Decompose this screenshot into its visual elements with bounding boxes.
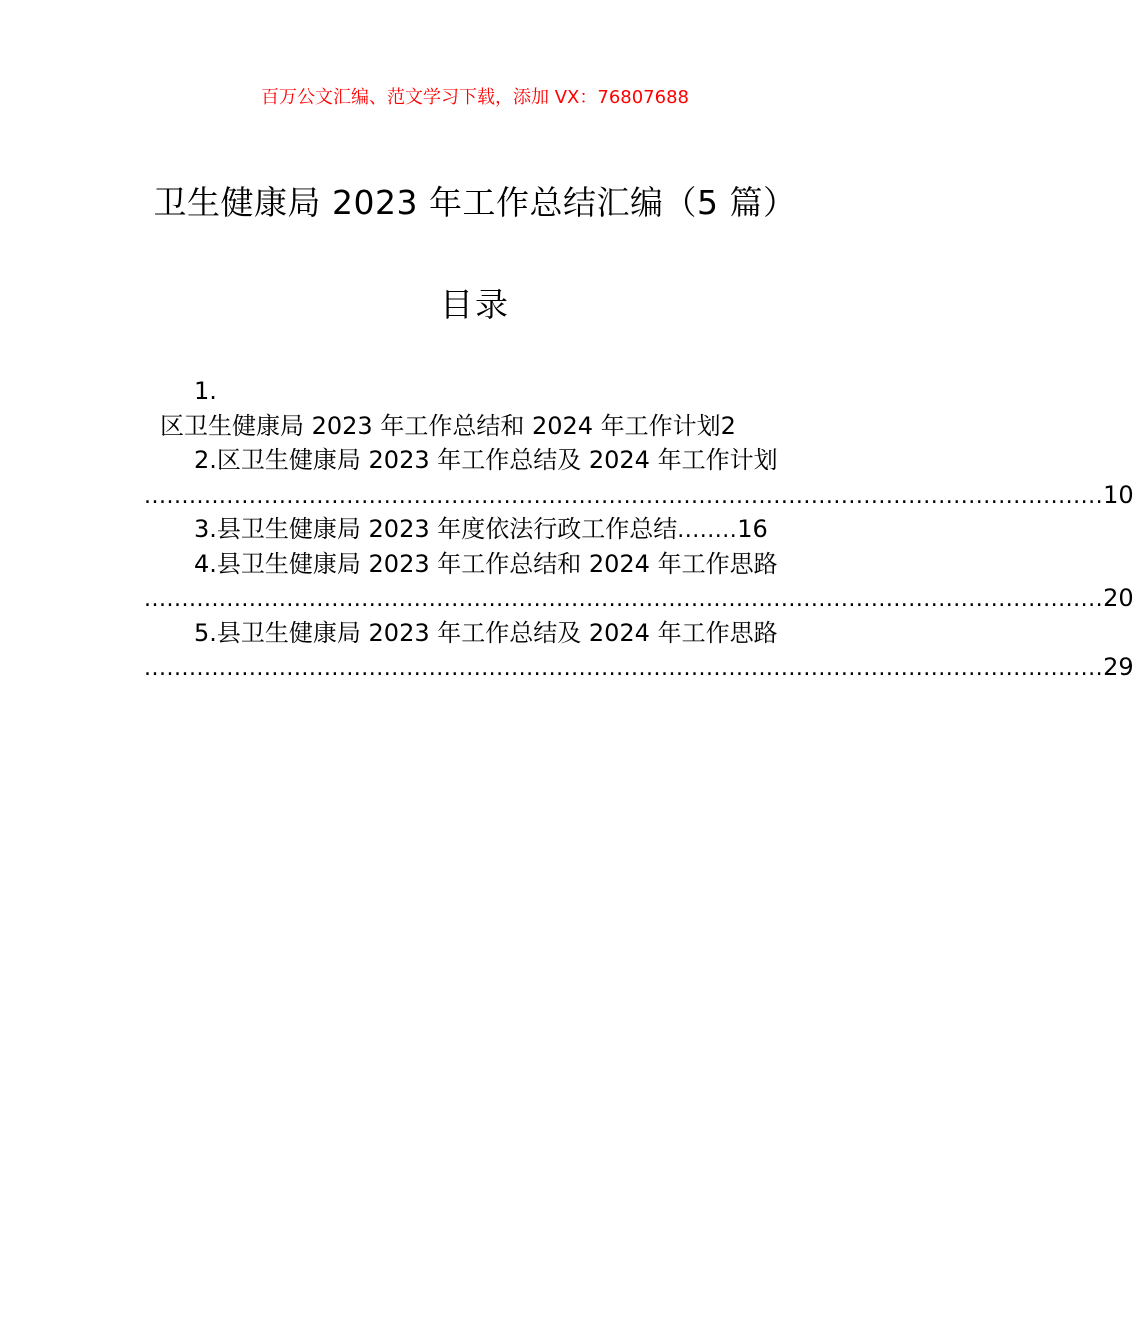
toc-entry-2[interactable]	[144, 443, 806, 478]
toc-entry-1[interactable]	[144, 409, 806, 444]
toc-entry-number: 1.	[194, 377, 217, 405]
toc-entry-page: 20	[1103, 584, 1134, 612]
toc-entry-5[interactable]	[144, 616, 806, 651]
toc-entry-number: 4.	[194, 549, 217, 578]
toc-entry-text: 区卫生健康局 2023 年工作总结和 2024 年工作计划	[160, 411, 721, 440]
toc-entry-text: 县卫生健康局 2023 年工作总结和 2024 年工作思路	[216, 549, 778, 578]
leader-dots: ........	[677, 518, 738, 543]
toc-entry-5-leader[interactable]	[144, 650, 1134, 685]
leader-dots: ................................................................................................................................	[144, 483, 1104, 509]
toc-entry-text: 县卫生健康局 2023 年工作总结及 2024 年工作思路	[216, 618, 778, 647]
toc-entry-2-leader[interactable]	[144, 478, 1134, 513]
toc-entry-page: 2	[720, 411, 736, 440]
toc-entry-text: 区卫生健康局 2023 年工作总结及 2024 年工作计划	[216, 446, 778, 474]
toc-entry-number: 2.	[194, 446, 217, 474]
toc-entry-text: 县卫生健康局 2023 年度依法行政工作总结	[216, 515, 678, 543]
leader-dots: ................................................................................................................................	[144, 656, 1104, 681]
toc-entry-page: 29	[1103, 653, 1134, 681]
document-title: 卫生健康局 2023 年工作总结汇编（5 篇）	[153, 183, 797, 222]
table-of-contents	[144, 374, 1134, 685]
promo-header-note: 百万公文汇编、范文学习下载，添加 VX：76807688	[261, 87, 689, 108]
toc-entry-1-number[interactable]	[144, 374, 806, 409]
toc-heading: 目录	[440, 285, 510, 324]
toc-entry-number: 3.	[194, 515, 217, 543]
leader-dots: ................................................................................................................................	[144, 587, 1104, 612]
toc-entry-number: 5.	[194, 618, 217, 647]
toc-entry-page: 10	[1103, 480, 1134, 509]
toc-entry-3[interactable]	[144, 512, 806, 547]
toc-entry-4-leader[interactable]	[144, 581, 1134, 616]
toc-entry-4[interactable]	[144, 547, 806, 582]
toc-entry-page: 16	[737, 515, 768, 543]
